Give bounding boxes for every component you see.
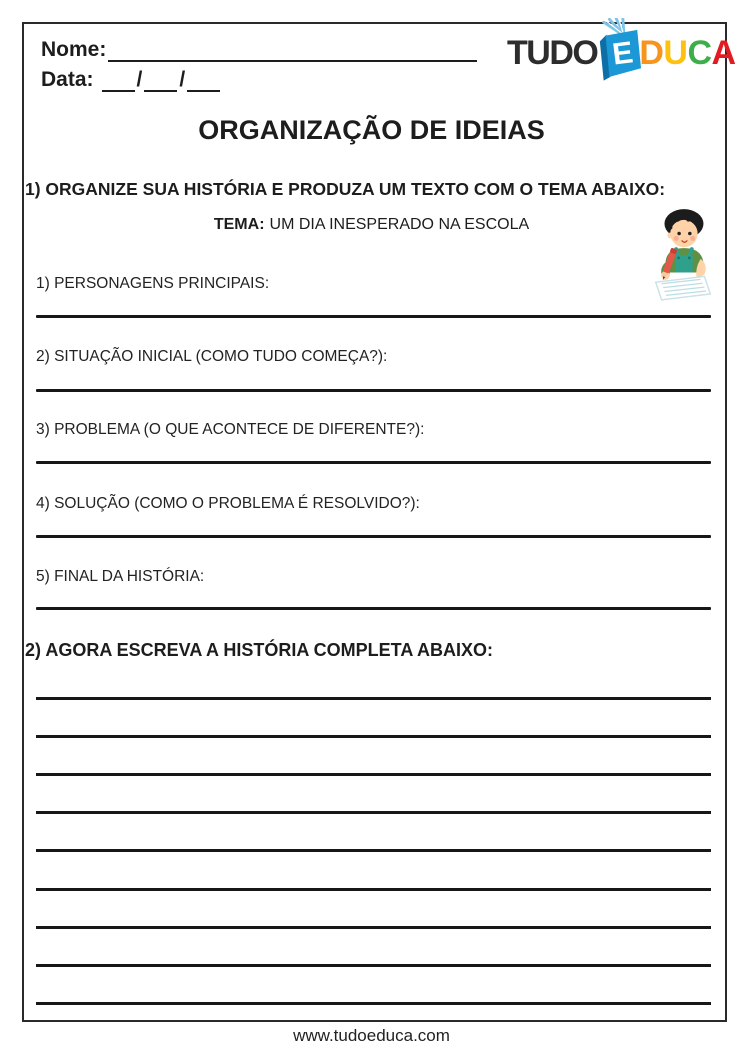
- logo-letter-u: U: [663, 33, 688, 72]
- answer-line-5: [36, 607, 711, 610]
- prompt-label-3: 3) PROBLEMA (O QUE ACONTECE DE DIFERENTE?):: [36, 421, 425, 438]
- tudoeduca-logo: [507, 20, 736, 86]
- prompt-label-5: 5) FINAL DA HISTÓRIA:: [36, 568, 205, 585]
- answer-line-1: [36, 315, 711, 318]
- tema-value: UM DIA INESPERADO NA ESCOLA: [269, 216, 530, 233]
- page-title: ORGANIZAÇÃO DE IDEIAS: [198, 115, 545, 145]
- logo-letter-d: D: [639, 33, 664, 72]
- open-book-icon: [596, 18, 642, 82]
- logo-word-tudo: TUDO: [507, 33, 598, 72]
- answer-line-3: [36, 461, 711, 464]
- name-field-row: [41, 33, 477, 62]
- footer-url: www.tudoeduca.com: [293, 1026, 450, 1045]
- logo-letter-a: A: [711, 33, 736, 72]
- date-day-blank: [102, 63, 135, 92]
- prompt-label-2: 2) SITUAÇÃO INICIAL (COMO TUDO COMEÇA?):: [36, 348, 388, 365]
- answer-line-2: [36, 389, 711, 392]
- tema-label: TEMA:: [213, 216, 265, 233]
- date-field-row: [41, 63, 220, 92]
- logo-letter-c: C: [687, 33, 712, 72]
- prompt-label-1: 1) PERSONAGENS PRINCIPAIS:: [36, 275, 270, 292]
- boy-writing-illustration: [644, 203, 722, 303]
- date-separator: /: [179, 68, 186, 91]
- date-separator: /: [136, 68, 143, 91]
- date-year-blank: [187, 63, 220, 92]
- answer-line-4: [36, 535, 711, 538]
- section2-heading: 2) AGORA ESCREVA A HISTÓRIA COMPLETA ABAIXO:: [25, 640, 494, 660]
- tema-line: [0, 216, 743, 234]
- prompt-label-4: 4) SOLUÇÃO (COMO O PROBLEMA É RESOLVIDO?):: [36, 495, 420, 512]
- date-label: Data:: [41, 68, 94, 91]
- name-label: Nome:: [41, 38, 107, 61]
- section1-heading: 1) ORGANIZE SUA HISTÓRIA E PRODUZA UM TEXTO COM O TEMA ABAIXO:: [25, 179, 666, 199]
- name-blank-line: [108, 33, 477, 62]
- page-border: [22, 22, 727, 1022]
- logo-book-letter: E: [610, 35, 636, 72]
- date-month-blank: [144, 63, 177, 92]
